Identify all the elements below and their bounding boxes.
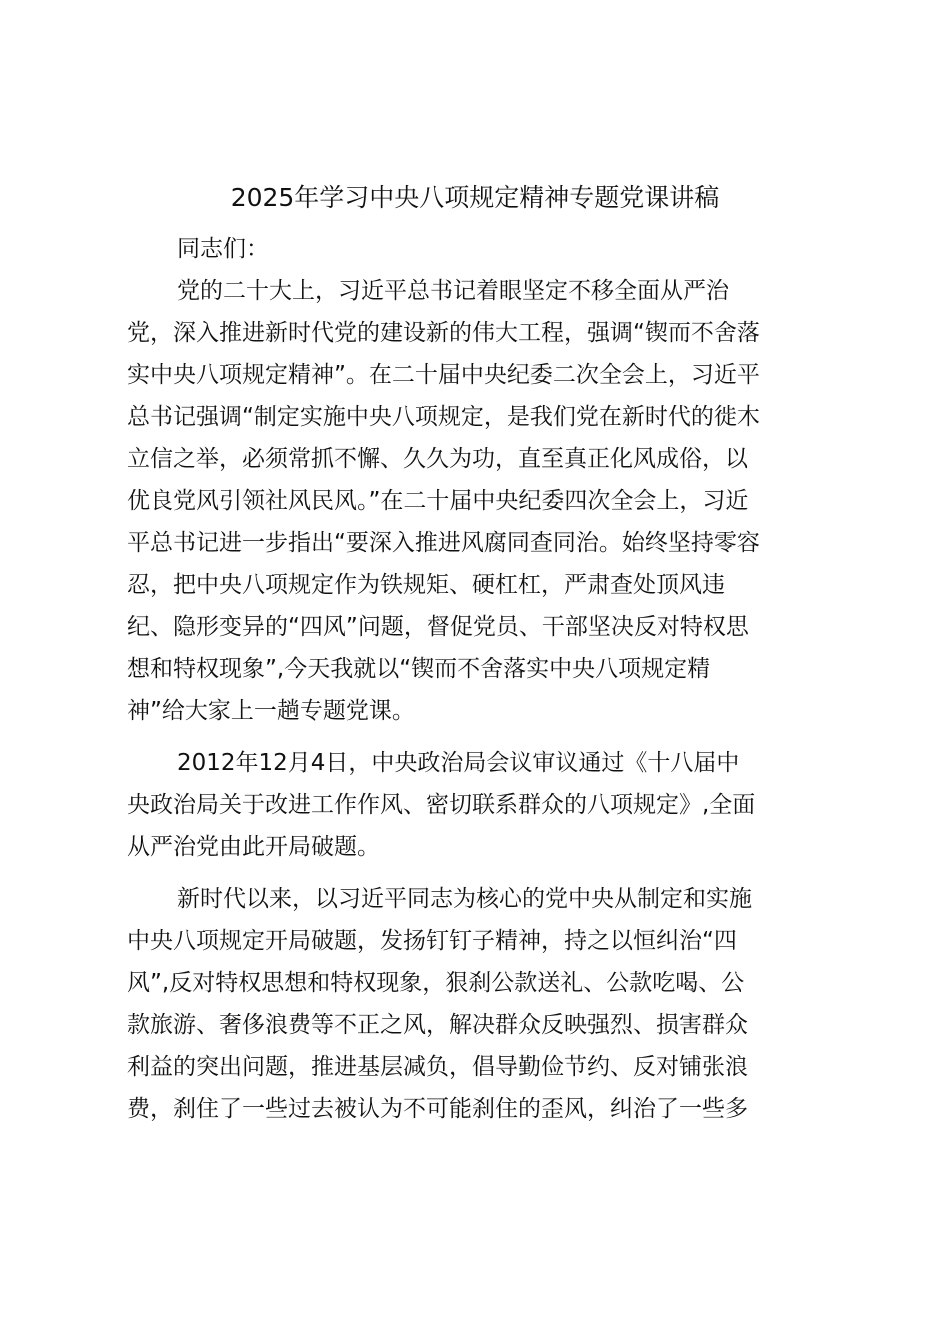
paragraph-line: 总书记强调“制定实施中央八项规定，是我们党在新时代的徙木 bbox=[127, 404, 760, 430]
paragraph-1 bbox=[127, 270, 832, 732]
paragraph-line: 党的二十大上，习近平总书记着眼坚定不移全面从严治 bbox=[177, 278, 729, 304]
greeting: 同志们： bbox=[177, 236, 269, 262]
paragraph-line: 忍，把中央八项规定作为铁规矩、硬杠杠，严肃查处顶风违 bbox=[127, 572, 725, 598]
paragraph-line: 立信之举，必须常抓不懈、久久为功，直至真正化风成俗，以 bbox=[127, 446, 748, 472]
paragraph-3 bbox=[127, 878, 832, 1130]
paragraph-line: 纪、隐形变异的“四风”问题，督促党员、干部坚决反对特权思 bbox=[127, 614, 749, 640]
paragraph-line: 神”给大家上一趟专题党课。 bbox=[127, 698, 415, 724]
paragraph-line: 党，深入推进新时代党的建设新的伟大工程，强调“锲而不舍落 bbox=[127, 320, 760, 346]
paragraph-line: 新时代以来，以习近平同志为核心的党中央从制定和实施 bbox=[177, 886, 752, 912]
paragraph-line: 风”,反对特权思想和特权现象，狠刹公款送礼、公款吃喝、公 bbox=[127, 970, 745, 996]
paragraph-line: 从严治党由此开局破题。 bbox=[127, 834, 380, 860]
paragraph-line: 实中央八项规定精神”。在二十届中央纪委二次全会上，习近平 bbox=[127, 362, 760, 388]
paragraph-line: 2012年12月4日，中央政治局会议审议通过《十八届中 bbox=[177, 750, 740, 776]
paragraph-line: 想和特权现象”,今天我就以“锲而不舍落实中央八项规定精 bbox=[127, 656, 711, 682]
paragraph-2 bbox=[127, 742, 832, 868]
paragraph-line: 利益的突出问题，推进基层减负，倡导勤俭节约、反对铺张浪 bbox=[127, 1054, 748, 1080]
paragraph-line: 款旅游、奢侈浪费等不正之风，解决群众反映强烈、损害群众 bbox=[127, 1012, 748, 1038]
paragraph-line: 中央八项规定开局破题，发扬钉钉子精神，持之以恒纠治“四 bbox=[127, 928, 737, 954]
paragraph-line: 平总书记进一步指出“要深入推进风腐同查同治。始终坚持零容 bbox=[127, 530, 760, 556]
paragraph-line: 央政治局关于改进工作作风、密切联系群众的八项规定》,全面 bbox=[127, 792, 756, 818]
document-body bbox=[127, 228, 832, 1130]
document-title: 2025年学习中央八项规定精神专题党课讲稿 bbox=[230, 183, 720, 212]
paragraph-line: 优良党风引领社风民风。”在二十届中央纪委四次全会上，习近 bbox=[127, 488, 749, 514]
paragraph-line: 费，刹住了一些过去被认为不可能刹住的歪风，纠治了一些多 bbox=[127, 1096, 748, 1122]
